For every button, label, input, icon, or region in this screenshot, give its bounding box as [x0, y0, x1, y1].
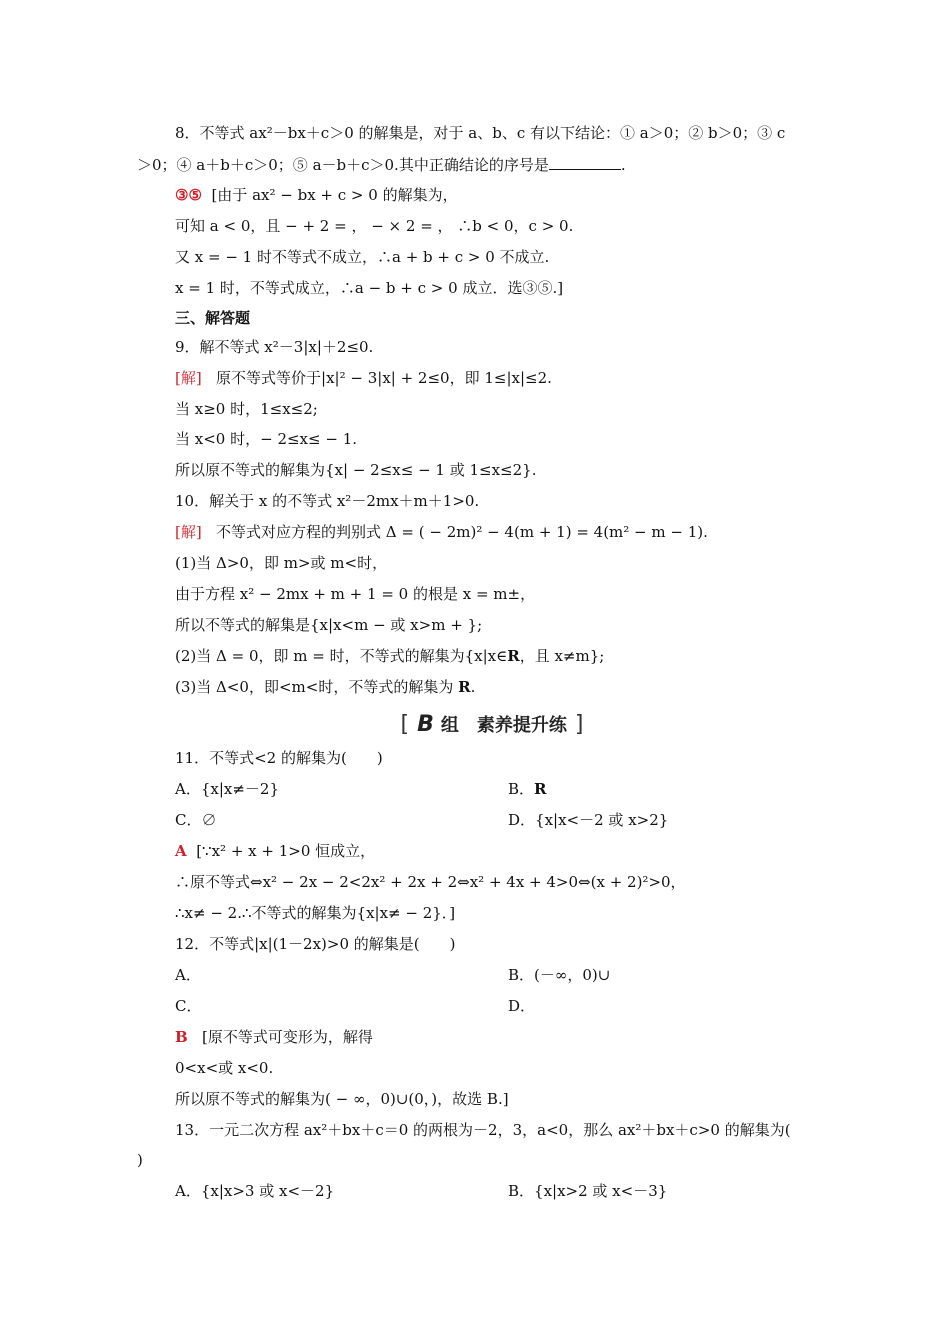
q8-solution-line3: 又 x = − 1 时不等式不成立，∴a + b + c > 0 不成立. [175, 248, 550, 266]
q10-solution-line1 [175, 521, 708, 543]
section-title-answer-questions: 三、解答题 [175, 309, 251, 327]
q10-solution-case2-end: ，且 x≠m}; [519, 647, 605, 665]
q10-stem: 10．解关于 x 的不等式 x²－2mx＋m＋1>0. [175, 492, 480, 510]
q13-option-a: A．{x|x>3 或 x<－2} [175, 1182, 335, 1200]
q9-solution-line1 [175, 367, 552, 389]
q12-stem: 12．不等式|x|(1－2x)>0 的解集是( ) [175, 935, 456, 953]
q10-solution-line6 [175, 676, 475, 698]
answer-blank [549, 155, 621, 170]
q12-option-d: D． [508, 997, 536, 1015]
q11-option-b-label: B． [508, 780, 535, 798]
q13-option-b: B．{x|x>2 或 x<－3} [508, 1182, 668, 1200]
real-set-symbol: R [458, 678, 471, 696]
q10-solution-text: 不等式对应方程的判别式 Δ = ( − 2m)² − 4(m + 1) = 4(m² − m − 1). [216, 523, 708, 541]
q10-solution-line3: 由于方程 x² − 2mx + m + 1 = 0 的根是 x = m±， [175, 585, 536, 603]
q11-option-a: A．{x|x≠－2} [175, 780, 280, 798]
banner-right-bracket: ] [574, 711, 584, 737]
q12-solution-line1 [175, 1026, 373, 1048]
section-b-banner [392, 710, 592, 738]
q9-solution-tag: [解] [175, 369, 202, 387]
q8-stem-line1: 8．不等式 ax²－bx＋c＞0 的解集是，对于 a、b、c 有以下结论：① a＞0；② b＞0；③ c [175, 124, 786, 142]
q10-solution-line4: 所以不等式的解集是{x|x<m − 或 x>m + }; [175, 616, 483, 634]
q8-solution-line2: 可知 a < 0，且 − + 2 = ， − × 2 = ， ∴b < 0，c > 0. [175, 217, 574, 235]
q11-solution-line3: ∴x≠ − 2.∴不等式的解集为{x|x≠ − 2}．] [175, 904, 456, 922]
q8-solution-text: [由于 ax² − bx + c > 0 的解集为， [211, 186, 458, 204]
q9-stem: 9．解不等式 x²－3|x|＋2≤0. [175, 338, 374, 356]
q8-stem-line2 [137, 154, 626, 176]
q8-answer: ③⑤ [175, 186, 202, 204]
q12-solution-line3: 所以原不等式的解集为( − ∞，0)∪(0，)，故选 B.] [175, 1090, 509, 1108]
real-set-symbol: R [534, 780, 547, 798]
banner-left-bracket: [ [400, 711, 410, 737]
q11-solution-line1 [175, 840, 375, 862]
q11-option-d: D．{x|x<－2 或 x>2} [508, 811, 669, 829]
q10-solution-case3: (3)当 Δ<0，即<m<时，不等式的解集为 [175, 678, 459, 696]
q10-solution-case2: (2)当 Δ = 0，即 m = 时，不等式的解集为{x|x∈ [175, 647, 508, 665]
q10-solution-tag: [解] [175, 523, 202, 541]
group-b-letter: B [417, 711, 433, 737]
q12-option-b: B．(－∞，0)∪ [508, 966, 611, 984]
q12-solution-text: [原不等式可变形为，解得 [202, 1028, 373, 1046]
q8-solution-line4: x = 1 时，不等式成立，∴a − b + c > 0 成立．选③⑤.] [175, 279, 564, 297]
q12-option-a: A． [175, 966, 201, 984]
q10-solution-line2: (1)当 Δ>0，即 m>或 m<时， [175, 554, 388, 572]
q12-answer: B [175, 1028, 188, 1046]
q9-solution-line4: 所以原不等式的解集为{x| − 2≤x≤ − 1 或 1≤x≤2}. [175, 461, 537, 479]
q11-stem: 11．不等式<2 的解集为( ) [175, 749, 383, 767]
q8-stem-text: ＞0；④ a＋b＋c＞0；⑤ a－b＋c＞0.其中正确结论的序号是 [137, 156, 549, 174]
q13-stem-line2: ) [137, 1151, 143, 1169]
q11-option-b [508, 778, 547, 800]
q9-solution-line3: 当 x<0 时，− 2≤x≤ − 1. [175, 430, 357, 448]
q8-stem-end: . [620, 156, 626, 174]
real-set-symbol: R [507, 647, 520, 665]
section-b-title: 组 素养提升练 [440, 715, 567, 736]
q12-option-c: C． [175, 997, 202, 1015]
q11-answer: A [175, 842, 187, 860]
q10-solution-case3-end: . [470, 678, 476, 696]
q13-stem-line1: 13．一元二次方程 ax²＋bx＋c＝0 的两根为－2，3，a<0，那么 ax²＋bx＋c>0 的解集为( [175, 1121, 791, 1139]
q9-solution-line2: 当 x≥0 时，1≤x≤2; [175, 400, 318, 418]
q11-solution-line2: ∴原不等式⇔x² − 2x − 2<2x² + 2x + 2⇔x² + 4x + 4>0⇔(x + 2)²>0， [175, 873, 686, 891]
q8-solution-line1 [175, 184, 458, 206]
q9-solution-text: 原不等式等价于|x|² − 3|x| + 2≤0，即 1≤|x|≤2. [216, 369, 552, 387]
q10-solution-line5 [175, 645, 604, 667]
q12-solution-line2: 0<x<或 x<0. [175, 1059, 274, 1077]
q11-option-c: C．∅ [175, 811, 217, 829]
q11-solution-text: [∵x² + x + 1>0 恒成立， [196, 842, 376, 860]
